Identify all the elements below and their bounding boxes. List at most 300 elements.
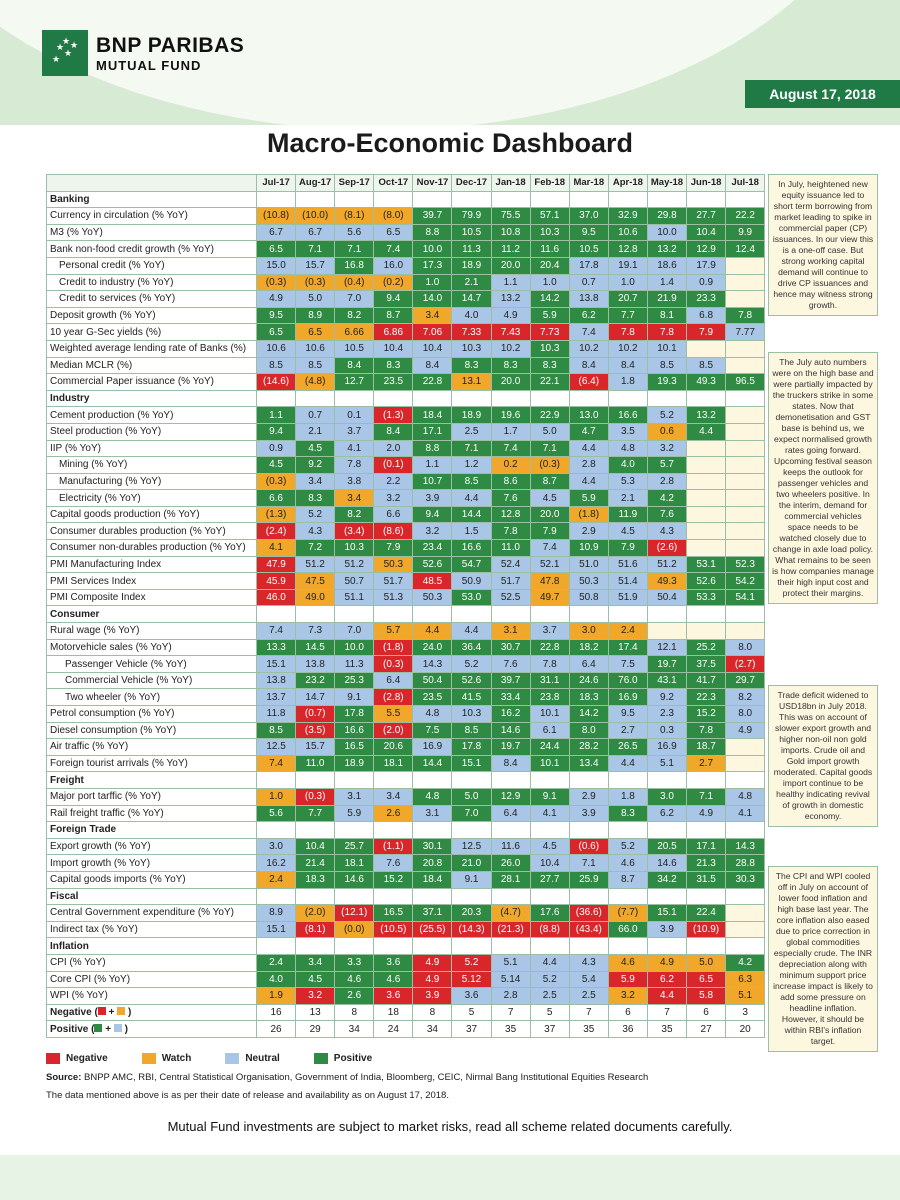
indicator-value: 8.9 [296, 307, 335, 324]
indicator-value: 9.1 [452, 871, 491, 888]
indicator-value: 23.2 [296, 672, 335, 689]
indicator-value: 10.2 [491, 340, 530, 357]
indicator-value: 11.8 [257, 706, 296, 723]
indicator-value: 17.1 [687, 838, 726, 855]
indicator-value: 52.1 [530, 556, 569, 573]
section-spacer-cell [726, 938, 765, 955]
indicator-value: 25.2 [687, 639, 726, 656]
indicator-value: 22.3 [687, 689, 726, 706]
indicator-value [687, 440, 726, 457]
section-spacer-cell [374, 938, 413, 955]
indicator-row [47, 291, 765, 308]
indicator-value: (7.7) [608, 905, 647, 922]
indicator-row [47, 307, 765, 324]
indicator-label: Currency in circulation (% YoY) [47, 208, 257, 225]
indicator-value: 18.9 [452, 257, 491, 274]
indicator-value: 10.1 [647, 340, 686, 357]
indicator-value: 20.6 [374, 739, 413, 756]
indicator-value: 12.9 [491, 788, 530, 805]
indicator-value: 7.0 [335, 623, 374, 640]
indicator-value: 5.5 [374, 706, 413, 723]
month-header: Apr-18 [608, 175, 647, 192]
indicator-label: Two wheeler (% YoY) [47, 689, 257, 706]
indicator-value [726, 755, 765, 772]
legend-negative: Negative [46, 1053, 108, 1064]
indicator-value: 14.6 [335, 871, 374, 888]
indicator-value: 10.3 [335, 540, 374, 557]
section-spacer-cell [335, 938, 374, 955]
indicator-value: 8.8 [413, 224, 452, 241]
indicator-value: 20.3 [452, 905, 491, 922]
section-spacer-cell [413, 390, 452, 407]
indicator-value: 54.2 [726, 573, 765, 590]
indicator-value: 47.8 [530, 573, 569, 590]
indicator-value: 25.3 [335, 672, 374, 689]
indicator-label: Air traffic (% YoY) [47, 739, 257, 756]
indicator-value: 1.0 [608, 274, 647, 291]
indicator-value [726, 440, 765, 457]
indicator-value: 7.1 [569, 855, 608, 872]
indicator-value: 13.8 [296, 656, 335, 673]
indicator-value: 19.7 [647, 656, 686, 673]
indicator-value: 18.1 [374, 755, 413, 772]
indicator-value: 10.6 [296, 340, 335, 357]
indicator-value: (0.3) [296, 788, 335, 805]
indicator-value [726, 357, 765, 374]
indicator-value: 50.3 [374, 556, 413, 573]
indicator-value: (6.4) [569, 374, 608, 391]
indicator-value: 6.2 [569, 307, 608, 324]
indicator-value: 10.4 [530, 855, 569, 872]
indicator-value: 7.6 [374, 855, 413, 872]
indicator-value: 3.2 [374, 490, 413, 507]
indicator-value [647, 623, 686, 640]
indicator-value: 23.5 [413, 689, 452, 706]
indicator-value: 0.9 [257, 440, 296, 457]
indicator-value: 5.0 [687, 954, 726, 971]
indicator-value: 48.5 [413, 573, 452, 590]
indicator-value: 6.4 [374, 672, 413, 689]
indicator-value: 3.9 [413, 988, 452, 1005]
indicator-value: 4.5 [296, 440, 335, 457]
section-spacer-cell [413, 772, 452, 789]
indicator-value: 3.4 [296, 473, 335, 490]
indicator-row [47, 556, 765, 573]
indicator-row [47, 257, 765, 274]
indicator-value: 76.0 [608, 672, 647, 689]
indicator-label: M3 (% YoY) [47, 224, 257, 241]
indicator-value: 3.5 [608, 423, 647, 440]
indicator-value: 3.3 [335, 954, 374, 971]
section-spacer-cell [413, 938, 452, 955]
indicator-value: 9.4 [413, 506, 452, 523]
indicator-label: Deposit growth (% YoY) [47, 307, 257, 324]
indicator-value: 51.2 [335, 556, 374, 573]
indicator-value: 31.5 [687, 871, 726, 888]
indicator-row [47, 954, 765, 971]
indicator-value: 4.4 [530, 954, 569, 971]
indicator-row [47, 689, 765, 706]
positive-count: 29 [296, 1021, 335, 1038]
indicator-value: 4.4 [452, 490, 491, 507]
indicator-value: (21.3) [491, 921, 530, 938]
section-spacer-cell [647, 191, 686, 208]
indicator-value: 8.5 [257, 722, 296, 739]
indicator-value: 53.3 [687, 589, 726, 606]
indicator-value: (1.8) [374, 639, 413, 656]
indicator-value: 8.4 [569, 357, 608, 374]
indicator-value: 5.2 [530, 971, 569, 988]
page-title: Macro-Economic Dashboard [266, 128, 634, 158]
indicator-value: 20.5 [647, 838, 686, 855]
footnote: The data mentioned above is as per their date of release and availability as on August 17, 2018. [46, 1090, 449, 1101]
indicator-value: 30.7 [491, 639, 530, 656]
indicator-value [726, 257, 765, 274]
indicator-row [47, 224, 765, 241]
indicator-value: 4.6 [608, 954, 647, 971]
indicator-value: (0.3) [257, 274, 296, 291]
indicator-value: 50.3 [569, 573, 608, 590]
indicator-value: 4.5 [530, 490, 569, 507]
indicator-value: 24.0 [413, 639, 452, 656]
indicator-row [47, 473, 765, 490]
brand-name: BNP PARIBAS [96, 33, 245, 57]
indicator-value: 4.5 [296, 971, 335, 988]
indicator-value: 4.1 [726, 805, 765, 822]
section-spacer-cell [530, 390, 569, 407]
indicator-value: 3.8 [335, 473, 374, 490]
indicator-value: 2.4 [257, 954, 296, 971]
indicator-value [726, 340, 765, 357]
indicator-value: 18.3 [569, 689, 608, 706]
section-spacer-cell [491, 390, 530, 407]
indicator-value: 23.5 [374, 374, 413, 391]
indicator-value: 18.2 [569, 639, 608, 656]
indicator-value: 3.2 [647, 440, 686, 457]
indicator-value: 15.0 [257, 257, 296, 274]
positive-count: 36 [608, 1021, 647, 1038]
indicator-value: 7.9 [530, 523, 569, 540]
indicator-value: 8.7 [608, 871, 647, 888]
indicator-value: 3.7 [530, 623, 569, 640]
section-spacer-cell [296, 938, 335, 955]
indicator-value [687, 473, 726, 490]
indicator-value: 23.8 [530, 689, 569, 706]
indicator-value: 26.5 [608, 739, 647, 756]
indicator-label: Credit to services (% YoY) [47, 291, 257, 308]
indicator-value [726, 523, 765, 540]
indicator-value: 33.4 [491, 689, 530, 706]
indicator-value: 15.7 [296, 739, 335, 756]
positive-count: 35 [491, 1021, 530, 1038]
section-spacer-cell [374, 888, 413, 905]
indicator-value: 6.2 [647, 805, 686, 822]
indicator-row [47, 672, 765, 689]
indicator-value: 6.5 [257, 324, 296, 341]
indicator-value [687, 623, 726, 640]
commentary-banking: In July, heightened new equity issuance led to short term borrowing from market leading to spike in commercial paper (CP) issuances. In our view this is a one-off case. But strong working capital demand will continue to drive CP issuances and hence may witness strong growth. [768, 174, 878, 316]
indicator-value: 3.6 [374, 954, 413, 971]
indicator-value [687, 340, 726, 357]
indicator-value: 3.0 [647, 788, 686, 805]
indicator-value: 2.2 [374, 473, 413, 490]
indicator-value: 7.4 [257, 755, 296, 772]
indicator-value: 28.2 [569, 739, 608, 756]
indicator-value: 7.4 [569, 324, 608, 341]
indicator-value: 10.3 [530, 224, 569, 241]
indicator-value: 17.9 [687, 257, 726, 274]
indicator-label: PMI Services Index [47, 573, 257, 590]
indicator-value: 7.4 [491, 440, 530, 457]
indicator-value [726, 291, 765, 308]
indicator-value: 24.4 [530, 739, 569, 756]
indicator-value: 2.4 [608, 623, 647, 640]
section-spacer-cell [687, 938, 726, 955]
indicator-value: 10.4 [413, 340, 452, 357]
indicator-value: (8.1) [296, 921, 335, 938]
positive-count: 34 [335, 1021, 374, 1038]
indicator-value: 7.77 [726, 324, 765, 341]
indicator-value: 16.9 [647, 739, 686, 756]
indicator-value: 8.5 [647, 357, 686, 374]
indicator-value: 7.6 [647, 506, 686, 523]
indicator-value: 8.0 [726, 639, 765, 656]
section-spacer-cell [491, 191, 530, 208]
indicator-value: 3.7 [335, 423, 374, 440]
indicator-value: 20.8 [413, 855, 452, 872]
indicator-value: 8.6 [491, 473, 530, 490]
indicator-row [47, 639, 765, 656]
indicator-label: Median MCLR (%) [47, 357, 257, 374]
indicator-label: Rail freight traffic (% YoY) [47, 805, 257, 822]
section-header-row [47, 938, 765, 955]
indicator-label: WPI (% YoY) [47, 988, 257, 1005]
indicator-value: 4.3 [647, 523, 686, 540]
indicator-value: 52.6 [452, 672, 491, 689]
indicator-label: 10 year G-Sec yields (%) [47, 324, 257, 341]
indicator-value: 27.7 [530, 871, 569, 888]
indicator-value: 8.2 [726, 689, 765, 706]
section-spacer-cell [374, 772, 413, 789]
indicator-value: 25.7 [335, 838, 374, 855]
indicator-value: 5.0 [452, 788, 491, 805]
indicator-value: 5.0 [530, 423, 569, 440]
indicator-value: 10.4 [296, 838, 335, 855]
indicator-value: (14.6) [257, 374, 296, 391]
indicator-value: 10.9 [569, 540, 608, 557]
indicator-value: 24.6 [569, 672, 608, 689]
indicator-label: CPI (% YoY) [47, 954, 257, 971]
indicator-value: 8.4 [608, 357, 647, 374]
indicator-value: 10.2 [608, 340, 647, 357]
indicator-label: Consumer durables production (% YoY) [47, 523, 257, 540]
indicator-value: 12.4 [726, 241, 765, 258]
indicator-value: 11.3 [335, 656, 374, 673]
indicator-value: 5.7 [374, 623, 413, 640]
indicator-value: 4.4 [452, 623, 491, 640]
indicator-value: 3.1 [491, 623, 530, 640]
indicator-value: 13.4 [569, 755, 608, 772]
indicator-value: 8.4 [413, 357, 452, 374]
month-header: Mar-18 [569, 175, 608, 192]
dashboard-table [46, 174, 765, 1038]
indicator-value: 15.1 [257, 921, 296, 938]
indicator-value: 20.0 [491, 374, 530, 391]
negative-count-label: Negative ( + ) [47, 1004, 257, 1021]
indicator-value [726, 473, 765, 490]
indicator-value: 11.6 [491, 838, 530, 855]
indicator-label: Steel production (% YoY) [47, 423, 257, 440]
indicator-value: 2.4 [257, 871, 296, 888]
section-spacer-cell [530, 938, 569, 955]
indicator-value: 15.2 [374, 871, 413, 888]
indicator-value: 13.2 [491, 291, 530, 308]
indicator-value: 6.86 [374, 324, 413, 341]
indicator-label: Diesel consumption (% YoY) [47, 722, 257, 739]
indicator-row [47, 871, 765, 888]
indicator-value: 2.0 [374, 440, 413, 457]
indicator-value: 12.8 [491, 506, 530, 523]
indicator-label: Commercial Paper issuance (% YoY) [47, 374, 257, 391]
indicator-value: 30.3 [726, 871, 765, 888]
positive-count: 26 [257, 1021, 296, 1038]
indicator-value: 9.1 [335, 689, 374, 706]
section-spacer-cell [491, 606, 530, 623]
indicator-value: 4.9 [687, 805, 726, 822]
indicator-value: 11.6 [530, 241, 569, 258]
indicator-value: 9.5 [569, 224, 608, 241]
indicator-value: 16.6 [608, 407, 647, 424]
indicator-value: 5.0 [296, 291, 335, 308]
brand-mark-icon: ★ ★ ★ ★ ★ [42, 30, 88, 76]
indicator-value: (0.6) [569, 838, 608, 855]
section-spacer-cell [687, 822, 726, 839]
indicator-value: 7.1 [687, 788, 726, 805]
indicator-value: 51.1 [335, 589, 374, 606]
indicator-value: 16.5 [374, 905, 413, 922]
month-header: Aug-17 [296, 175, 335, 192]
month-header-row [47, 175, 765, 192]
indicator-label: IIP (% YoY) [47, 440, 257, 457]
indicator-label: Indirect tax (% YoY) [47, 921, 257, 938]
section-spacer-cell [374, 191, 413, 208]
indicator-value: 4.0 [608, 457, 647, 474]
indicator-value: 29.7 [726, 672, 765, 689]
indicator-value: 4.9 [413, 954, 452, 971]
negative-count: 3 [726, 1004, 765, 1021]
commentary-inflation: The CPI and WPI cooled off in July on account of lower food inflation and high base last year. The core inflation also eased due to price correction in global commodities especially crude. The INR depreciation along with minimum support price increase impact is likely to add some pressure on headline inflation. However, it should be within RBI's inflation target. [768, 866, 878, 1052]
indicator-label: Capital goods production (% YoY) [47, 506, 257, 523]
indicator-value: 47.5 [296, 573, 335, 590]
indicator-value: 11.0 [296, 755, 335, 772]
indicator-value: 16.8 [335, 257, 374, 274]
indicator-value: (0.3) [530, 457, 569, 474]
indicator-row [47, 357, 765, 374]
section-spacer-cell [413, 191, 452, 208]
indicator-value: 34.2 [647, 871, 686, 888]
indicator-value: 14.6 [647, 855, 686, 872]
indicator-value: 23.4 [413, 540, 452, 557]
indicator-value: 19.3 [647, 374, 686, 391]
indicator-value: 16.6 [335, 722, 374, 739]
indicator-value: 10.2 [569, 340, 608, 357]
section-spacer-cell [530, 822, 569, 839]
section-spacer-cell [569, 191, 608, 208]
indicator-value: 14.3 [726, 838, 765, 855]
indicator-label: PMI Manufacturing Index [47, 556, 257, 573]
indicator-value: 21.0 [452, 855, 491, 872]
indicator-value: 7.4 [257, 623, 296, 640]
source-line: Source: BNPP AMC, RBI, Central Statistical Organisation, Government of India, Bloomberg, CEIC, Nirmal Bang Institutional Equities Research [46, 1072, 649, 1083]
indicator-value: 96.5 [726, 374, 765, 391]
indicator-value: 2.6 [374, 805, 413, 822]
indicator-value: 0.1 [335, 407, 374, 424]
indicator-value: 2.7 [687, 755, 726, 772]
section-spacer-cell [413, 888, 452, 905]
indicator-value: 5.4 [569, 971, 608, 988]
section-spacer-cell [530, 772, 569, 789]
indicator-value: (25.5) [413, 921, 452, 938]
indicator-value [726, 739, 765, 756]
indicator-value: 50.3 [413, 589, 452, 606]
indicator-value: 14.5 [296, 639, 335, 656]
indicator-value: (0.3) [257, 473, 296, 490]
indicator-value: 0.7 [296, 407, 335, 424]
negative-count: 13 [296, 1004, 335, 1021]
section-spacer-cell [647, 390, 686, 407]
indicator-value: 51.0 [569, 556, 608, 573]
indicator-value: 54.7 [452, 556, 491, 573]
indicator-value: 2.1 [608, 490, 647, 507]
indicator-row [47, 506, 765, 523]
indicator-value: 49.3 [647, 573, 686, 590]
indicator-value: 13.0 [569, 407, 608, 424]
indicator-value: 2.1 [296, 423, 335, 440]
indicator-value: 29.8 [647, 208, 686, 225]
section-spacer-cell [647, 888, 686, 905]
section-spacer-cell [608, 772, 647, 789]
negative-count: 5 [452, 1004, 491, 1021]
indicator-value: 7.1 [452, 440, 491, 457]
indicator-value: (12.1) [335, 905, 374, 922]
section-spacer-cell [569, 822, 608, 839]
indicator-value: 5.2 [452, 954, 491, 971]
indicator-value: 5.6 [257, 805, 296, 822]
section-spacer-cell [335, 390, 374, 407]
indicator-value: (3.5) [296, 722, 335, 739]
indicator-value: 14.4 [413, 755, 452, 772]
indicator-value: 5.12 [452, 971, 491, 988]
indicator-value: 51.4 [608, 573, 647, 590]
indicator-value: 16.6 [452, 540, 491, 557]
indicator-label: Cement production (% YoY) [47, 407, 257, 424]
indicator-value: 4.0 [452, 307, 491, 324]
indicator-value: 10.1 [530, 755, 569, 772]
indicator-value: 66.0 [608, 921, 647, 938]
indicator-value: 30.1 [413, 838, 452, 855]
indicator-value: 8.1 [647, 307, 686, 324]
section-spacer-cell [569, 772, 608, 789]
section-spacer-cell [296, 390, 335, 407]
indicator-value: 4.4 [569, 473, 608, 490]
indicator-value: 22.9 [530, 407, 569, 424]
indicator-value [726, 423, 765, 440]
indicator-value: 6.4 [491, 805, 530, 822]
indicator-value: 13.8 [569, 291, 608, 308]
indicator-value [726, 623, 765, 640]
section-spacer-cell [726, 822, 765, 839]
section-spacer-cell [452, 938, 491, 955]
